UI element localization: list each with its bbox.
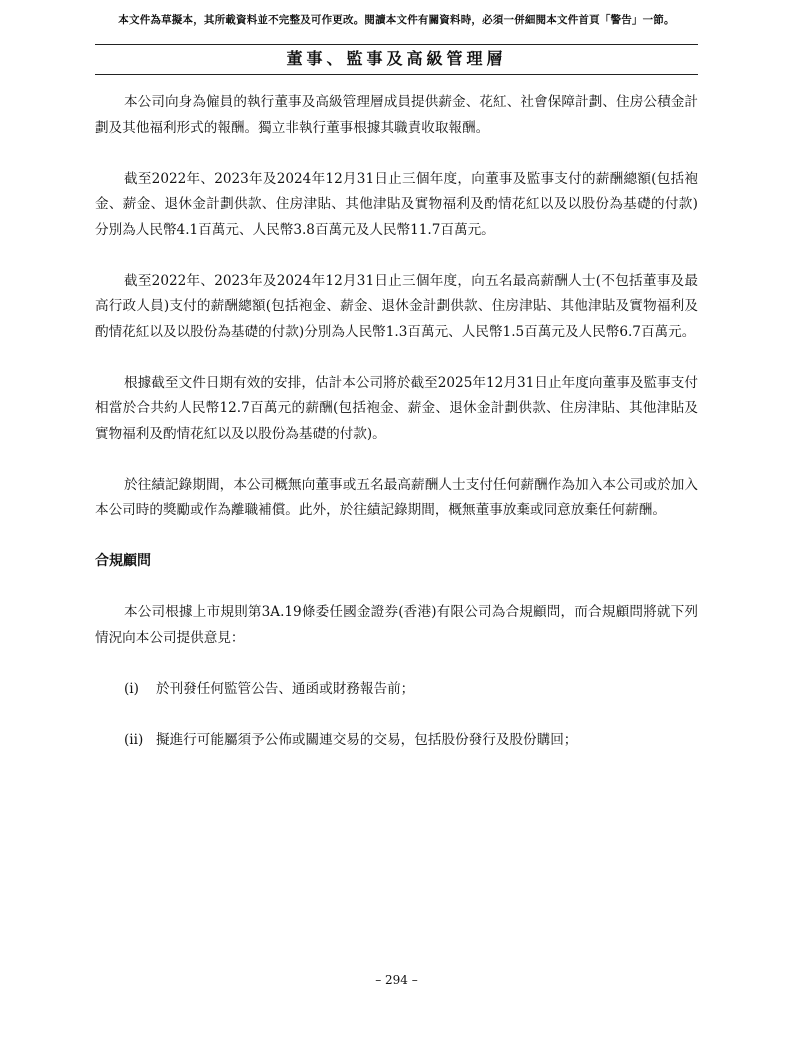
document-body	[95, 90, 698, 779]
header-bottom-rule	[95, 74, 698, 75]
list-item-text: 於刊發任何監管公告、通函或財務報告前；	[156, 680, 415, 697]
draft-warning-banner: 本文件為草擬本，其所載資料並不完整及可作更改。閱讀本文件有關資料時，必須一併細閱本文件首頁「警告」一節。	[118, 14, 675, 26]
section-title: 董事、監事及高級管理層	[286, 49, 507, 68]
compliance-adviser-heading: 合規顧問	[95, 553, 151, 569]
paragraph-highest-paid-individuals: 截至2022年、2023年及2024年12月31日止三個年度，向五名最高薪酬人士(不包括董事及最高行政人員)支付的薪酬總額(包括袍金、薪金、退休金計劃供款、住房津貼、其他津貼及實物福利及酌情花紅以及以股份為基礎的付款)分別為人民幣1.3百萬元、人民幣1.5百萬元及人民幣6.7百萬元。	[95, 272, 698, 340]
paragraph-remuneration-policy: 本公司向身為僱員的執行董事及高級管理層成員提供薪金、花紅、社會保障計劃、住房公積金計劃及其他福利形式的報酬。獨立非執行董事根據其職責收取報酬。	[95, 94, 698, 136]
page-number: – 294 –	[375, 973, 418, 987]
paragraph-directors-remuneration: 截至2022年、2023年及2024年12月31日止三個年度，向董事及監事支付的薪酬總額(包括袍金、薪金、退休金計劃供款、住房津貼、其他津貼及實物福利及酌情花紅以及以股份為基礎的付款)分別為人民幣4.1百萬元、人民幣3.8百萬元及人民幣11.7百萬元。	[95, 170, 698, 238]
list-item-text: 擬進行可能屬須予公佈或關連交易的交易，包括股份發行及股份購回；	[156, 731, 578, 748]
list-item	[95, 677, 698, 703]
paragraph-compliance-intro: 本公司根據上市規則第3A.19條委任國金證券(香港)有限公司為合規顧問，而合規顧問將就下列情況向本公司提供意見：	[95, 604, 698, 646]
header-top-rule	[95, 44, 698, 45]
list-item	[95, 728, 698, 754]
list-item-label: (ii)	[124, 731, 144, 748]
paragraph-no-inducement: 於往績記錄期間，本公司概無向董事或五名最高薪酬人士支付任何薪酬作為加入本公司或於加入本公司時的獎勵或作為離職補償。此外，於往績記錄期間，概無董事放棄或同意放棄任何薪酬。	[95, 476, 698, 518]
paragraph-estimated-remuneration: 根據截至文件日期有效的安排，估計本公司將於截至2025年12月31日止年度向董事及監事支付相當於合共約人民幣12.7百萬元的薪酬(包括袍金、薪金、退休金計劃供款、住房津貼、其他津貼及實物福利及酌情花紅以及以股份為基礎的付款)。	[95, 374, 698, 442]
list-item-label: (i)	[124, 680, 139, 697]
